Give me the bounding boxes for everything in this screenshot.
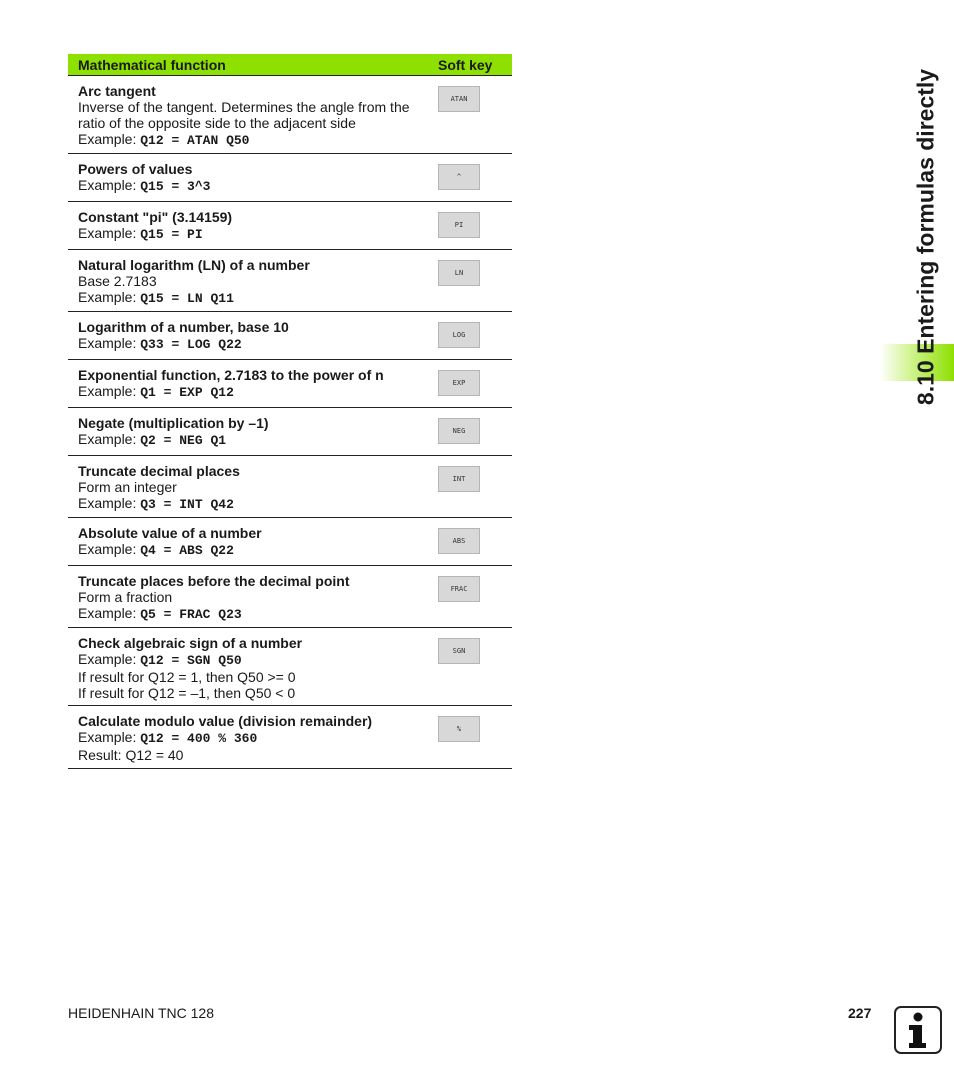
description-line: Form a fraction — [78, 589, 173, 605]
function-description — [78, 713, 428, 763]
softkey-pow[interactable]: ^ — [438, 164, 480, 190]
example-line — [78, 289, 428, 307]
table-row — [68, 360, 512, 408]
softkey-neg[interactable]: NEG — [438, 418, 480, 444]
example-code: Q1 = EXP Q12 — [140, 385, 234, 400]
example-label: Example: — [78, 729, 141, 745]
example-label: Example: — [78, 431, 141, 447]
header-softkey: Soft key — [438, 56, 493, 73]
example-code: Q2 = NEG Q1 — [140, 433, 227, 448]
softkey-log[interactable]: LOG — [438, 322, 480, 348]
table-row — [68, 154, 512, 202]
example-code: Q33 = LOG Q22 — [140, 337, 242, 352]
result-line: If result for Q12 = –1, then Q50 < 0 — [78, 685, 296, 701]
table-row — [68, 408, 512, 456]
info-icon — [894, 1006, 942, 1054]
section-title: 8.10 Entering formulas directly — [912, 68, 939, 406]
function-description — [78, 463, 428, 513]
function-title: Truncate places before the decimal point — [78, 573, 350, 589]
example-line — [78, 131, 428, 149]
softkey-exp[interactable]: EXP — [438, 370, 480, 396]
section-title-vertical — [911, 54, 941, 420]
table-row — [68, 456, 512, 518]
softkey-frac[interactable]: FRAC — [438, 576, 480, 602]
example-label: Example: — [78, 383, 141, 399]
function-description — [78, 209, 428, 243]
example-label: Example: — [78, 335, 141, 351]
example-code: Q15 = LN Q11 — [140, 291, 234, 306]
result-line: If result for Q12 = 1, then Q50 >= 0 — [78, 669, 296, 685]
example-line — [78, 605, 428, 623]
function-title: Logarithm of a number, base 10 — [78, 319, 289, 335]
example-code: Q15 = 3^3 — [140, 179, 211, 194]
table-row — [68, 76, 512, 154]
function-description — [78, 573, 428, 623]
table-row — [68, 202, 512, 250]
example-line — [78, 431, 428, 449]
header-function: Mathematical function — [78, 56, 226, 73]
example-line — [78, 383, 428, 401]
example-label: Example: — [78, 541, 141, 557]
function-title: Powers of values — [78, 161, 193, 177]
function-description — [78, 415, 428, 449]
example-line — [78, 651, 428, 669]
function-title: Absolute value of a number — [78, 525, 262, 541]
example-code: Q3 = INT Q42 — [140, 497, 234, 512]
function-title: Truncate decimal places — [78, 463, 240, 479]
softkey-mod[interactable]: % — [438, 716, 480, 742]
example-label: Example: — [78, 177, 141, 193]
description-line: Inverse of the tangent. Determines the angle from the — [78, 99, 410, 115]
description-line: ratio of the opposite side to the adjacent side — [78, 115, 356, 131]
function-title: Exponential function, 2.7183 to the power of n — [78, 367, 384, 383]
table-row — [68, 250, 512, 312]
table-row — [68, 706, 512, 769]
description-line: Form an integer — [78, 479, 177, 495]
example-label: Example: — [78, 225, 141, 241]
softkey-ln[interactable]: LN — [438, 260, 480, 286]
function-title: Calculate modulo value (division remainder) — [78, 713, 373, 729]
example-code: Q12 = SGN Q50 — [140, 653, 242, 668]
example-line — [78, 225, 428, 243]
example-line — [78, 729, 428, 747]
example-code: Q12 = 400 % 360 — [140, 731, 258, 746]
function-title: Check algebraic sign of a number — [78, 635, 303, 651]
example-label: Example: — [78, 495, 141, 511]
softkey-sgn[interactable]: SGN — [438, 638, 480, 664]
example-line — [78, 541, 428, 559]
example-code: Q5 = FRAC Q23 — [140, 607, 242, 622]
footer-manual: HEIDENHAIN TNC 128 — [68, 1005, 215, 1021]
example-line — [78, 495, 428, 513]
function-description — [78, 525, 428, 559]
table-header — [68, 54, 512, 76]
example-label: Example: — [78, 289, 141, 305]
function-title: Natural logarithm (LN) of a number — [78, 257, 310, 273]
function-title: Negate (multiplication by –1) — [78, 415, 269, 431]
function-description — [78, 161, 428, 195]
table-row — [68, 312, 512, 360]
function-description — [78, 635, 428, 701]
example-label: Example: — [78, 651, 141, 667]
function-description — [78, 367, 428, 401]
page-number: 227 — [848, 1005, 872, 1021]
example-code: Q15 = PI — [140, 227, 203, 242]
function-description — [78, 319, 428, 353]
softkey-int[interactable]: INT — [438, 466, 480, 492]
result-line: Result: Q12 = 40 — [78, 747, 184, 763]
example-line — [78, 335, 428, 353]
table-row — [68, 566, 512, 628]
softkey-abs[interactable]: ABS — [438, 528, 480, 554]
table-row — [68, 518, 512, 566]
description-line: Base 2.7183 — [78, 273, 157, 289]
softkey-atan[interactable]: ATAN — [438, 86, 480, 112]
table-body — [68, 76, 512, 769]
example-label: Example: — [78, 131, 141, 147]
table-row — [68, 628, 512, 706]
example-code: Q4 = ABS Q22 — [140, 543, 234, 558]
function-description — [78, 83, 428, 149]
softkey-pi[interactable]: PI — [438, 212, 480, 238]
function-description — [78, 257, 428, 307]
example-label: Example: — [78, 605, 141, 621]
example-code: Q12 = ATAN Q50 — [140, 133, 250, 148]
function-title: Arc tangent — [78, 83, 156, 99]
example-line — [78, 177, 428, 195]
function-table — [68, 54, 512, 769]
function-title: Constant "pi" (3.14159) — [78, 209, 233, 225]
